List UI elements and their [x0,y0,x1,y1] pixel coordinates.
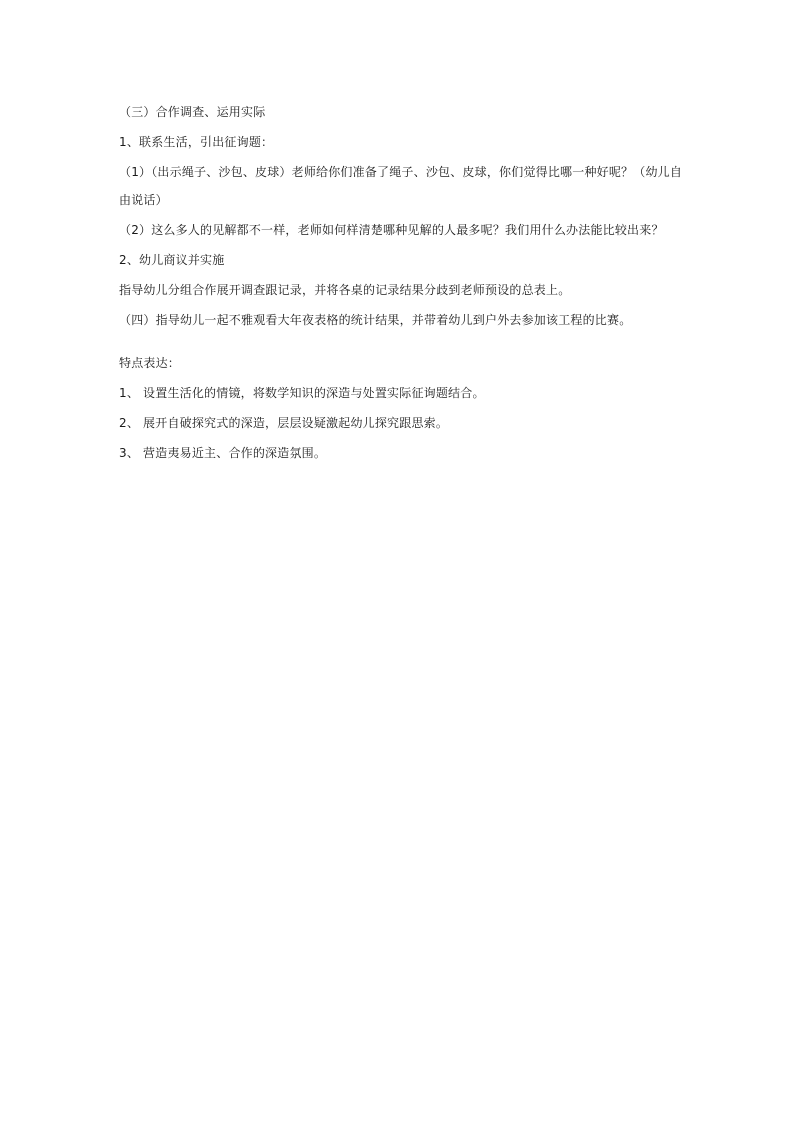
feature-item: 3、 营造夷易近主、合作的深造氛围。 [119,446,327,460]
item-1-heading: 1、联系生活，引出征询题： [119,135,274,149]
item-2-paragraph-1: 指导幼儿分组合作展开调查跟记录，并将各桌的记录结果分歧到老师预设的总表上。 [119,283,571,297]
features-heading: 特点表达： [119,356,181,370]
item-1-paragraph-2: （2）这么多人的见解都不一样，老师如何样清楚哪种见解的人最多呢？我们用什么办法能比较出来？ [119,223,664,237]
feature-item: 1、 设置生活化的情镜，将数学知识的深造与处置实际征询题结合。 [119,386,485,400]
item-1-paragraph-1: （1）（出示绳子、沙包、皮球）老师给你们准备了绳子、沙包、皮球，你们觉得比哪一种好呢？（幼儿自由说话） [119,165,683,207]
feature-item: 2、 展开自破探究式的深造，层层设疑激起幼儿探究跟思索。 [119,416,449,430]
section-3-heading: （三）合作调查、运用实际 [119,105,266,119]
section-4-paragraph: （四）指导幼儿一起不雅观看大年夜表格的统计结果，并带着幼儿到户外去参加该工程的比赛。 [119,313,632,327]
item-2-heading: 2、幼儿商议并实施 [119,253,225,267]
document-body [119,103,684,462]
